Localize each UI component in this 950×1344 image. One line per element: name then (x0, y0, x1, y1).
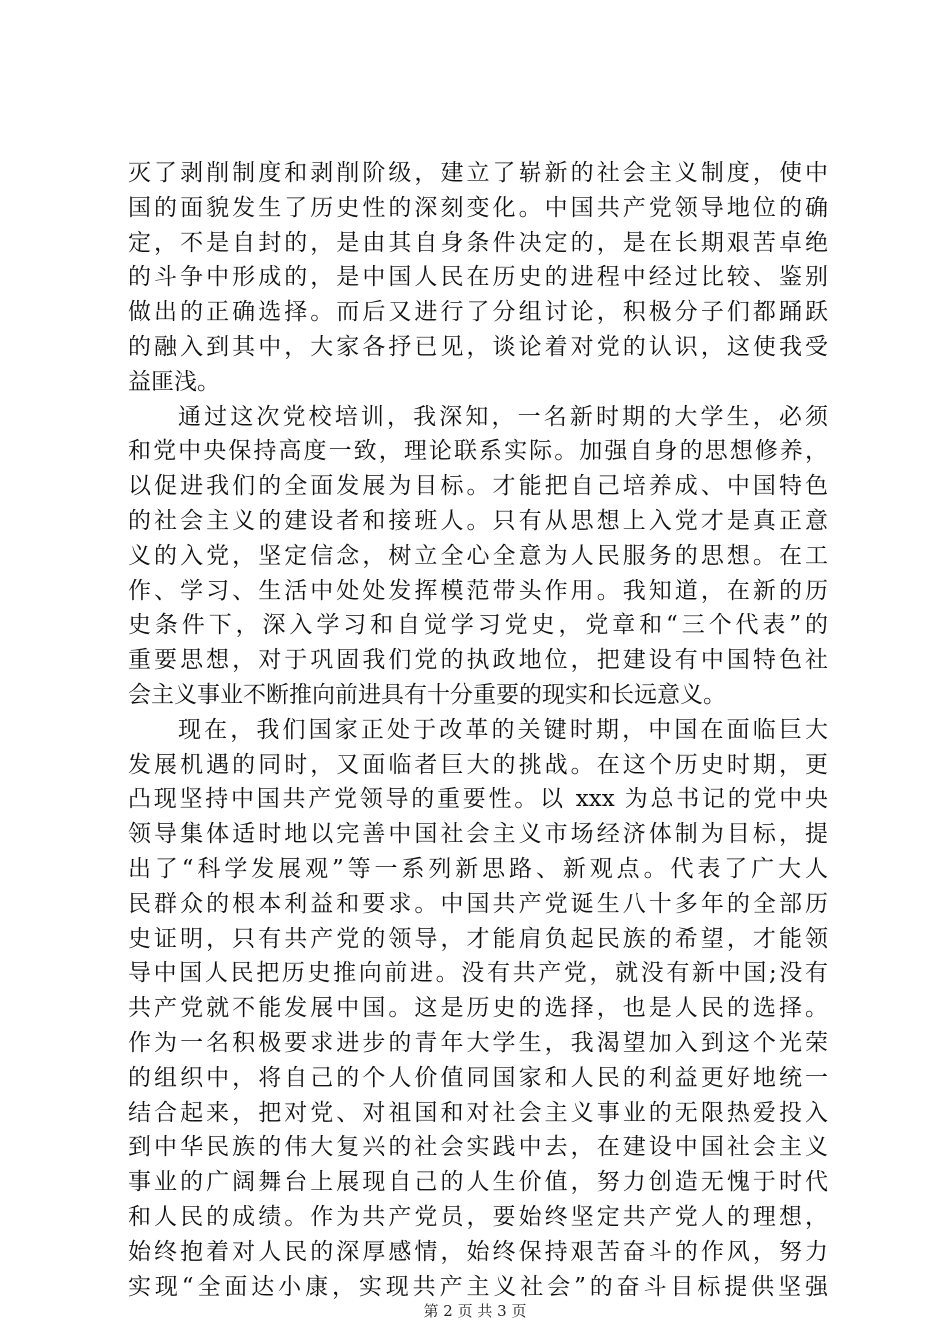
paragraph (128, 400, 828, 713)
text-line: 以促进我们的全面发展为目标。才能把自己培养成、中国特色 (128, 473, 828, 500)
text-line: 史条件下，深入学习和自觉学习党史，党章和“三个代表”的 (128, 612, 828, 639)
text-line: 作、学习、生活中处处发挥模范带头作用。我知道，在新的历 (128, 577, 828, 604)
text-line: 会主义事业不断推向前进具有十分重要的现实和长远意义。 (128, 681, 726, 708)
text-line: 灭了剥削制度和剥削阶级，建立了崭新的社会主义制度，使中 (128, 160, 828, 186)
text-line: 出了“科学发展观”等一系列新思路、新观点。代表了广大人 (128, 855, 828, 882)
text-line: 始终抱着对人民的深厚感情，始终保持艰苦奋斗的作风，努力 (128, 1238, 828, 1265)
text-line: 益匪浅。 (128, 368, 220, 395)
paragraph (128, 713, 828, 1305)
text-line: 作为一名积极要求进步的青年大学生，我渴望加入到这个光荣 (128, 1029, 828, 1056)
text-line: 领导集体适时地以完善中国社会主义市场经济体制为目标，提 (128, 821, 828, 848)
text-line: 共产党就不能发展中国。这是历史的选择，也是人民的选择。 (128, 995, 828, 1022)
text-line: 民群众的根本利益和要求。中国共产党诞生八十多年的全部历 (128, 890, 828, 917)
text-line: 实现“全面达小康，实现共产主义社会”的奋斗目标提供坚强 (128, 1273, 828, 1300)
text-line: 定，不是自封的，是由其自身条件决定的，是在长期艰苦卓绝 (128, 229, 828, 256)
text-line: 现在，我们国家正处于改革的关键时期，中国在面临巨大 (178, 716, 828, 743)
text-line: 国的面貌发生了历史性的深刻变化。中国共产党领导地位的确 (128, 194, 828, 221)
text-line: 史证明，只有共产党的领导，才能肩负起民族的希望，才能领 (128, 925, 828, 952)
text-line: 的斗争中形成的，是中国人民在历史的进程中经过比较、鉴别 (128, 264, 828, 291)
text-line: 做出的正确选择。而后又进行了分组讨论，积极分子们都踊跃 (128, 299, 828, 326)
page-number-footer: 第 2 页 共 3 页 (423, 1302, 527, 1320)
paragraph (128, 156, 828, 400)
text-line: 和人民的成绩。作为共产党员，要始终坚定共产党人的理想， (128, 1203, 828, 1230)
text-line: 和党中央保持高度一致，理论联系实际。加强自身的思想修养， (128, 438, 828, 465)
text-line: 通过这次党校培训，我深知，一名新时期的大学生，必须 (178, 403, 828, 430)
text-line: 导中国人民把历史推向前进。没有共产党，就没有新中国;没有 (128, 960, 828, 987)
text-line: 的组织中，将自己的个人价值同国家和人民的利益更好地统一 (128, 1064, 828, 1091)
text-line: 的社会主义的建设者和接班人。只有从思想上入党才是真正意 (128, 507, 828, 534)
text-line: 凸现坚持中国共产党领导的重要性。以 xxx 为总书记的党中央 (128, 786, 828, 813)
text-line: 重要思想，对于巩固我们党的执政地位，把建设有中国特色社 (128, 647, 828, 674)
text-line: 义的入党，坚定信念，树立全心全意为人民服务的思想。在工 (128, 542, 828, 569)
text-line: 的融入到其中，大家各抒已见，谈论着对党的认识，这使我受 (128, 333, 828, 360)
text-line: 到中华民族的伟大复兴的社会实践中去，在建设中国社会主义 (128, 1134, 828, 1161)
text-line: 事业的广阔舞台上展现自己的人生价值，努力创造无愧于时代 (128, 1169, 828, 1196)
text-line: 结合起来，把对党、对祖国和对社会主义事业的无限热爱投入 (128, 1099, 828, 1126)
document-body (128, 156, 828, 1304)
text-line: 发展机遇的同时，又面临者巨大的挑战。在这个历史时期，更 (128, 751, 828, 778)
